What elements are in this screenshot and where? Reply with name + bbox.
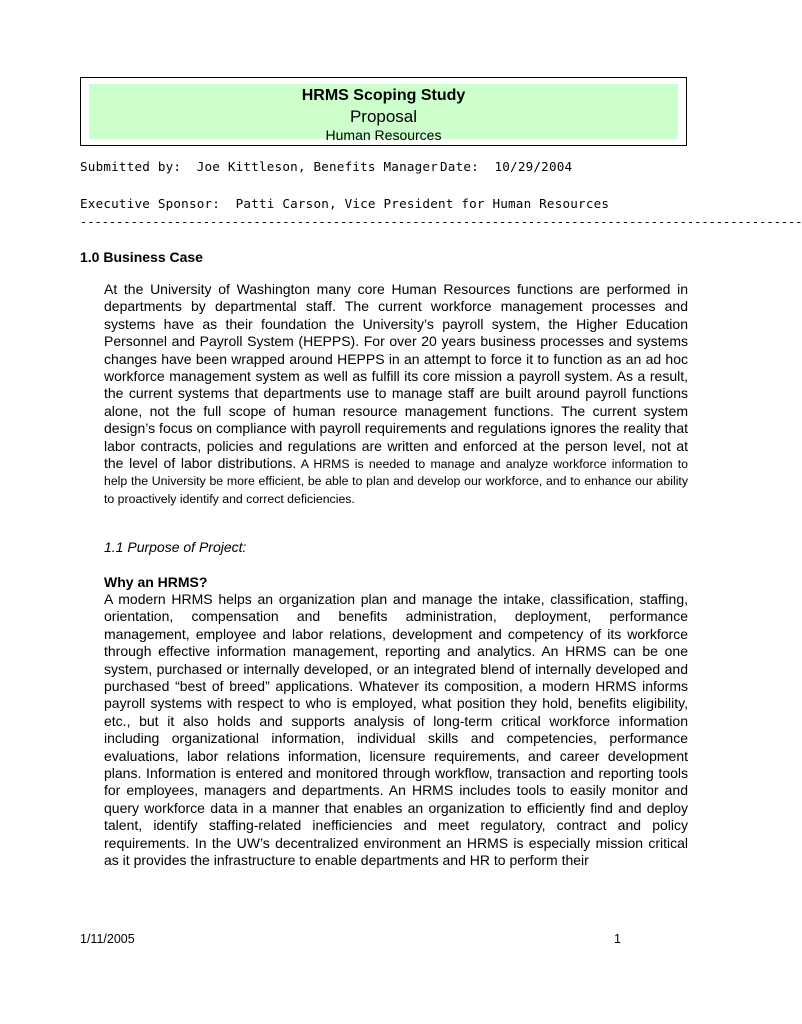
footer-date: 1/11/2005 <box>80 932 135 946</box>
submitted-by: Submitted by: Joe Kittleson, Benefits Manager <box>80 159 438 174</box>
document-subtitle: Proposal <box>349 107 418 126</box>
title-box <box>80 77 687 146</box>
title-band <box>89 84 678 143</box>
submission-date: Date: 10/29/2004 <box>440 159 573 174</box>
footer-page-number: 1 <box>614 932 621 946</box>
business-case-text-small: A HRMS is needed to manage and analyze workforce information to help the University be more efficient, be able to plan and develop our workforce, and to enhance our ability to proactively identify and correct deficiencies. <box>104 457 688 506</box>
business-case-paragraph <box>104 281 688 507</box>
why-hrms-paragraph: A modern HRMS helps an organization plan and manage the intake, classification, staffing, orientation, compensation and benefits administration, deployment, performance management, employee and labor relations, development and competency of its workforce through effective information management, reporting and analytics. An HRMS can be one system, purchased or internally developed, or an integrated blend of internally developed and purchased “best of breed” applications. Whatever its composition, a modern HRMS informs payroll systems with respect to who is employed, what position they hold, benefits eligibility, etc., but it also holds and supports analysis of long-term critical workforce information including organizational information, individual skills and competencies, performance evaluations, labor relations information, licensure requirements, and career development plans. Information is entered and monitored through workflow, transaction and reporting tools for employees, managers and departments. An HRMS includes tools to easily monitor and query workforce data in a manner that enables an organization to efficiently find and deploy talent, identify staffing-related inefficiencies and meet regulatory, contract and policy requirements. In the UW’s decentralized environment an HRMS is especially mission critical as it provides the infrastructure to enable departments and HR to perform their <box>104 591 688 869</box>
dashed-rule: ---------------------------------------------------------------------------------------------------- <box>80 215 802 229</box>
business-case-text: At the University of Washington many core Human Resources functions are performed in departments by departmental staff. The current workforce management processes and systems have as their foundation the University’s payroll system, the Higher Education Personnel and Payroll System (HEPPS). For over 20 years business processes and systems changes have been wrapped around HEPPS in an attempt to force it to function as an ad hoc workforce management system as well as fulfill its core mission a payroll system. As a result, the current systems that departments use to manage staff are built around payroll functions alone, not the full scope of human resource management functions. The current system design’s focus on compliance with payroll requirements and regulations ignores the reality that labor contracts, policies and regulations are written and enforced at the person level, not at the level of labor distributions. <box>104 281 688 472</box>
document-title: HRMS Scoping Study <box>301 87 466 104</box>
document-department: Human Resources <box>325 127 442 143</box>
section-heading-business-case: 1.0 Business Case <box>80 249 203 265</box>
executive-sponsor: Executive Sponsor: Patti Carson, Vice President for Human Resources <box>80 196 610 211</box>
subheading-why-hrms: Why an HRMS? <box>104 574 208 590</box>
section-heading-purpose: 1.1 Purpose of Project: <box>104 539 247 555</box>
